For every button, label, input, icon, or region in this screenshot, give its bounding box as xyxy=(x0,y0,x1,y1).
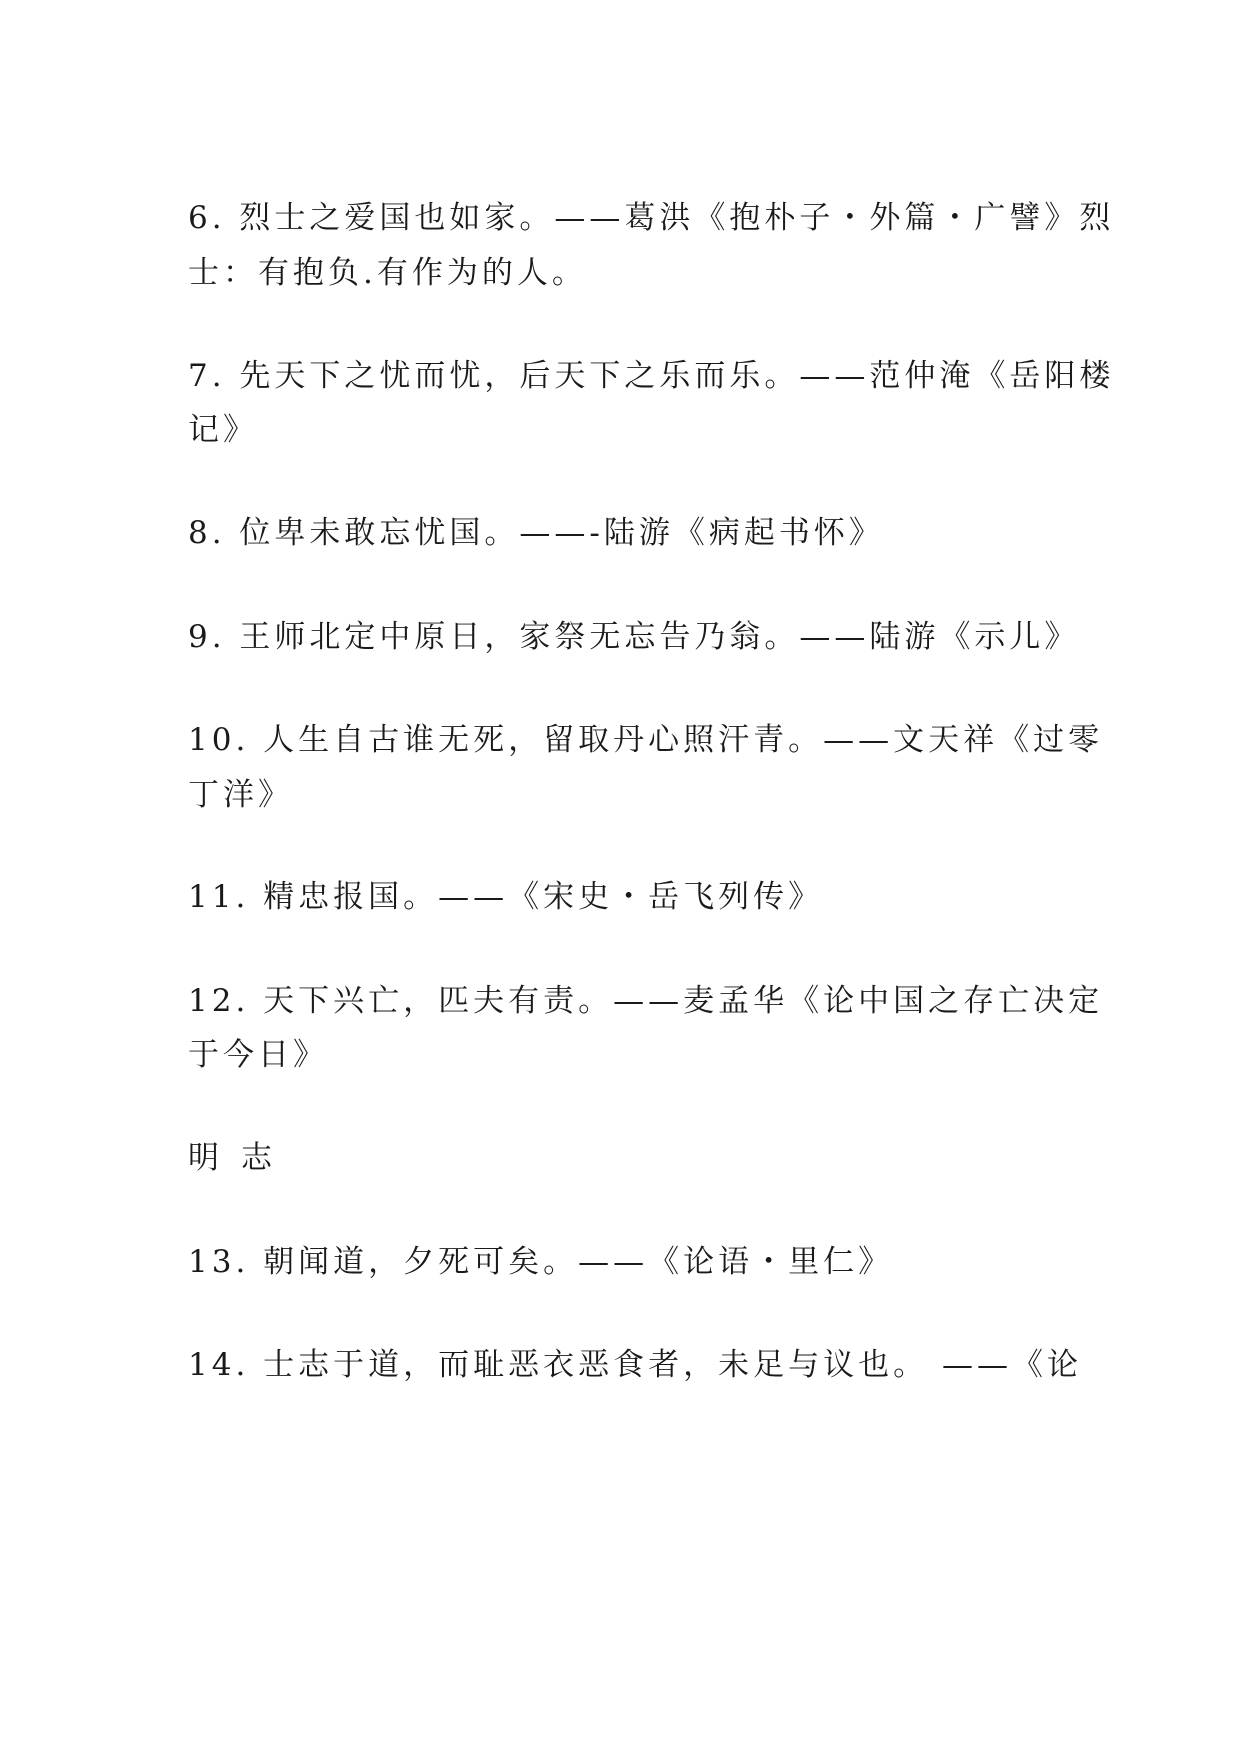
quote-8: 8. 位卑未敢忘忧国。——-陆游《病起书怀》 xyxy=(188,515,884,551)
quote-11: 11. 精忠报国。——《宋史・岳飞列传》 xyxy=(188,879,824,915)
quote-6-line-1: 6. 烈士之爱国也如家。——葛洪《抱朴子・外篇・广譬》烈 xyxy=(188,200,1115,236)
section-heading-char-2: 志 xyxy=(241,1140,272,1176)
section-heading xyxy=(188,1138,1068,1178)
quote-7-line-1: 7. 先天下之忧而忧，后天下之乐而乐。——范仲淹《岳阳楼 xyxy=(188,358,1115,394)
quote-14-line-1: 14. 士志于道，而耻恶衣恶食者，未足与议也。 ——《论 xyxy=(188,1347,1083,1383)
quote-6-line-2: 士：有抱负.有作为的人。 xyxy=(188,255,587,291)
quote-12-line-1: 12. 天下兴亡，匹夫有责。——麦孟华《论中国之存亡决定 xyxy=(188,983,1104,1019)
quote-10-line-2: 丁洋》 xyxy=(188,777,293,813)
quote-7-line-2: 记》 xyxy=(188,412,258,448)
quote-10-line-1: 10. 人生自古谁无死，留取丹心照汗青。——文天祥《过零 xyxy=(188,722,1104,758)
section-heading-char-1: 明 xyxy=(188,1140,219,1176)
quote-9: 9. 王师北定中原日，家祭无忘告乃翁。——陆游《示儿》 xyxy=(188,619,1080,655)
quote-12-line-2: 于今日》 xyxy=(188,1037,328,1073)
quote-13: 13. 朝闻道，夕死可矣。——《论语・里仁》 xyxy=(188,1244,894,1280)
